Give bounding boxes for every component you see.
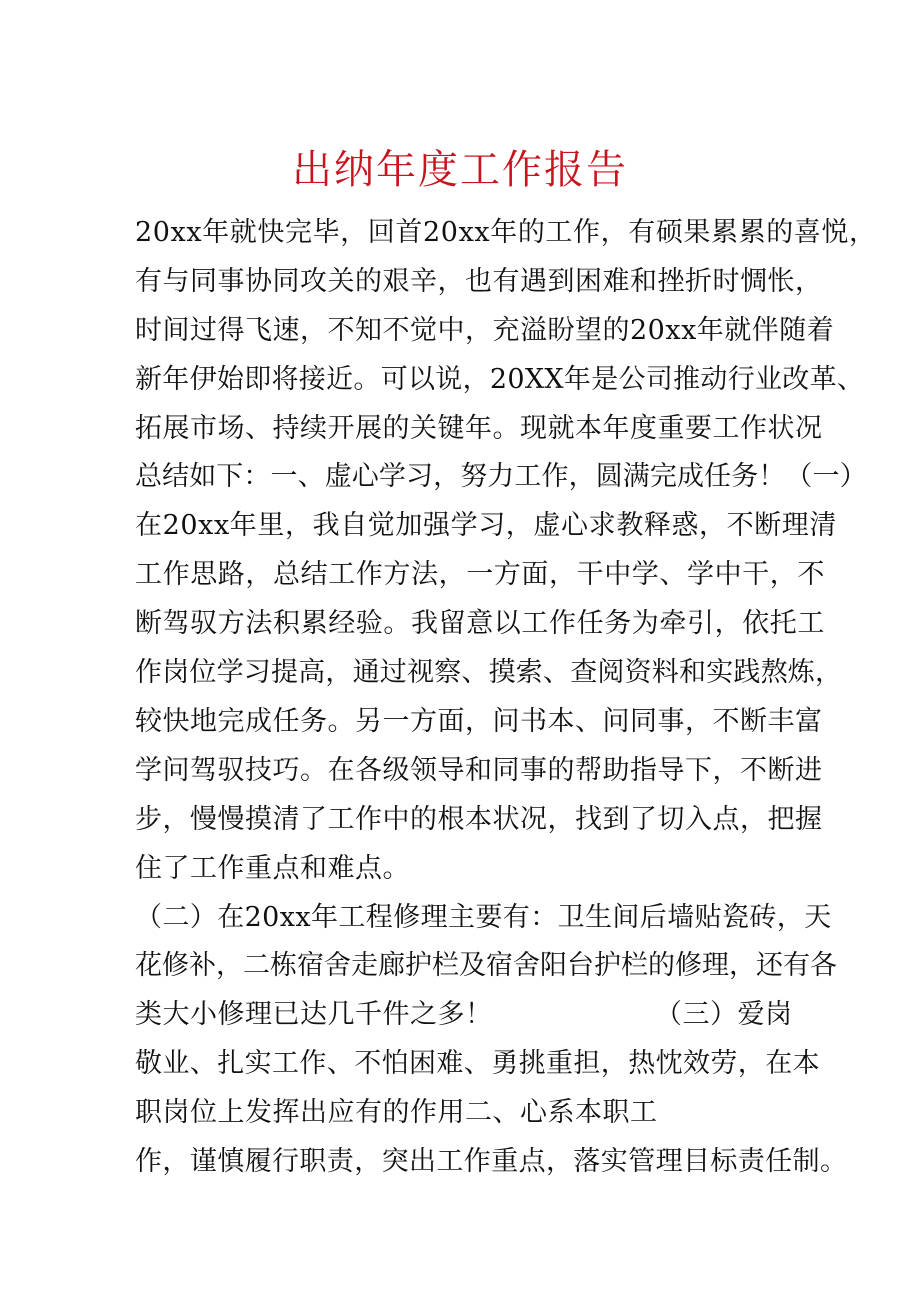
body-line: 有与同事协同攻关的艰辛，也有遇到困难和挫折时惆怅， xyxy=(135,266,823,297)
body-line: 步，慢慢摸清了工作中的根本状况，找到了切入点，把握 xyxy=(135,804,823,835)
document-title: 出纳年度工作报告 xyxy=(292,147,628,193)
body-line: 敬业、扎实工作、不怕困难、勇挑重担，热忱效劳，在本 xyxy=(135,1048,820,1079)
body-line: 较快地完成任务。另一方面，问书本、问同事，不断丰富 xyxy=(135,706,823,737)
body-line: 20xx年就快完毕，回首20xx年的工作，有硕果累累的喜悦， xyxy=(135,217,877,248)
body-line: 作，谨慎履行职责，突出工作重点，落实管理目标责任制。 xyxy=(135,1146,848,1177)
body-line: 住了工作重点和难点。 xyxy=(135,853,410,884)
body-line: 工作思路，总结工作方法，一方面，干中学、学中干，不 xyxy=(135,559,825,590)
section-heading-three: （三）爱岗 xyxy=(655,999,793,1030)
body-line: 花修补，二栋宿舍走廊护栏及宿舍阳台护栏的修理，还有各 xyxy=(135,950,837,981)
body-line: 新年伊始即将接近。可以说，20XX年是公司推动行业改革、 xyxy=(135,364,865,395)
body-line: 总结如下：一、虚心学习，努力工作，圆满完成任务！（一） xyxy=(135,461,867,492)
body-line: 时间过得飞速，不知不觉中，充溢盼望的20xx年就伴随着 xyxy=(135,315,835,346)
body-line: 职岗位上发挥出应有的作用二、心系本职工 xyxy=(135,1097,658,1128)
body-line: 断驾驭方法积累经验。我留意以工作任务为牵引，依托工 xyxy=(135,608,825,639)
body-line: 类大小修理已达几千件之多！ xyxy=(135,999,493,1030)
body-line: 作岗位学习提高，通过视察、摸索、查阅资料和实践熬炼， xyxy=(135,657,843,688)
body-line: （二）在20xx年工程修理主要有：卫生间后墙贴瓷砖，天 xyxy=(135,902,832,933)
body-line: 学问驾驭技巧。在各级领导和同事的帮助指导下，不断进 xyxy=(135,755,823,786)
body-line: 拓展市场、持续开展的关键年。现就本年度重要工作状况 xyxy=(135,413,823,444)
body-line: 在20xx年里，我自觉加强学习，虚心求教释惑，不断理清 xyxy=(135,510,838,541)
